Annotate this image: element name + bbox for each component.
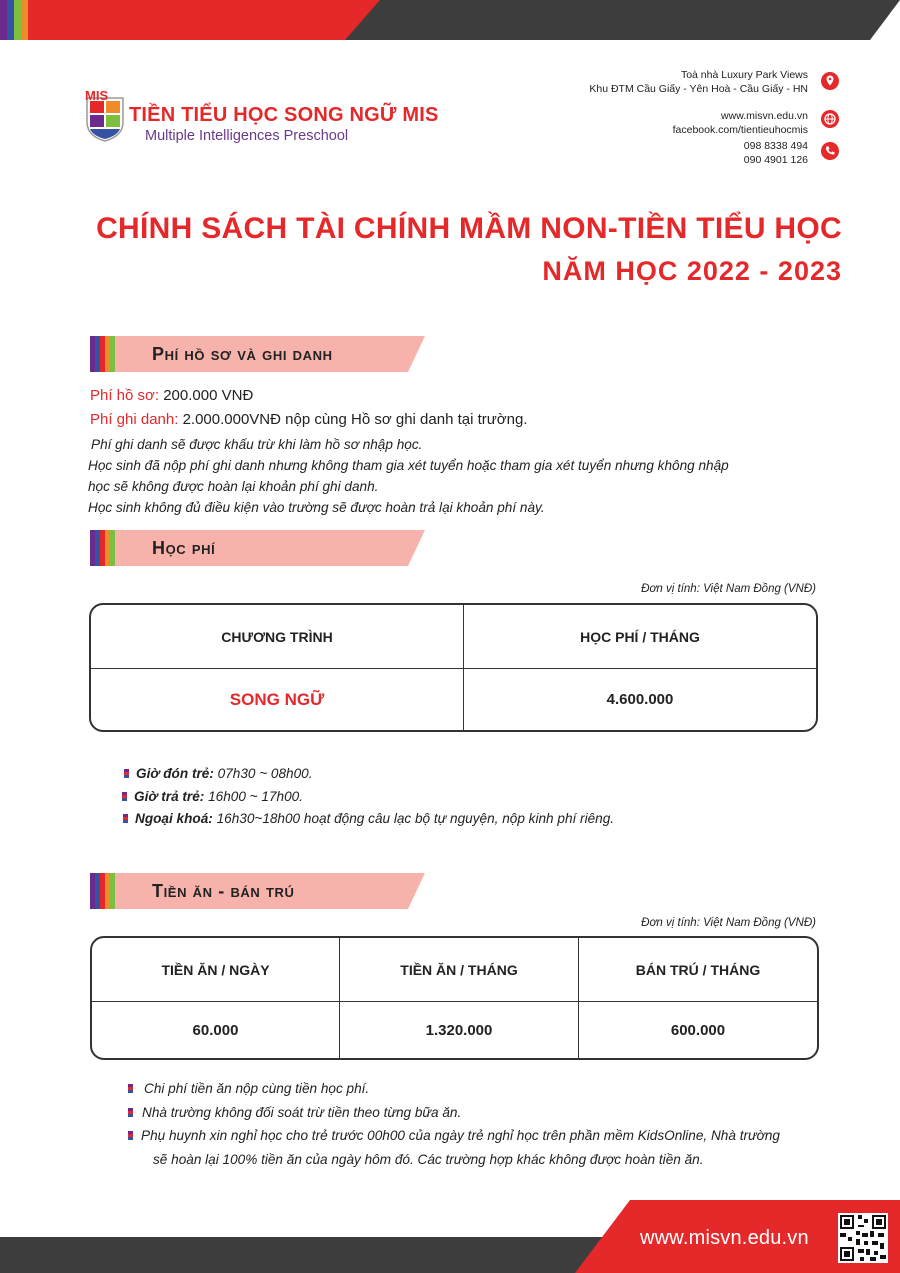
bullet-item-continued: sẽ hoàn lại 100% tiền ăn của ngày hôm đó. Các trường hợp khác không được hoàn tiền ăn. [153,1152,704,1167]
contact-web [673,109,808,137]
note-line: Phí ghi danh sẽ được khấu trừ khi làm hồ sơ nhập học. [91,437,423,452]
section-title: Tiền ăn - bán trú [152,881,295,901]
page-title: CHÍNH SÁCH TÀI CHÍNH MẦM NON-TIỀN TIỂU HỌC [96,212,842,245]
table-header-cell: CHƯƠNG TRÌNH [91,605,464,669]
bullet-item: Giờ đón trẻ: 07h30 ~ 08h00. [136,766,313,781]
phone-2: 090 4901 126 [743,154,808,166]
table-header-cell: TIỀN ĂN / THÁNG [340,938,579,1002]
footer-website-link[interactable]: www.misvn.edu.vn [640,1227,809,1249]
currency-unit: Đơn vị tính: Việt Nam Đồng (VNĐ) [641,583,816,595]
table-header-cell: TIỀN ĂN / NGÀY [92,938,340,1002]
school-logo [85,88,439,158]
fee-registration: Phí ghi danh: 2.000.000VNĐ nộp cùng Hồ sơ ghi danh tại trường. [90,411,528,428]
qr-code-icon[interactable] [838,1213,888,1263]
note-line: Học sinh không đủ điều kiện vào trường sẽ được hoàn trả lại khoản phí này. [88,500,545,515]
section-title: Học phí [152,538,216,558]
school-subtitle: Multiple Intelligences Preschool [145,128,349,144]
note-line: học sẽ không được hoàn lại khoản phí ghi danh. [88,479,379,494]
section-header-meals [90,873,425,909]
section-header-tuition [90,530,425,566]
table-row [92,1002,817,1058]
bullet-item: Ngoại khoá: 16h30~18h00 hoạt động câu lạc bộ tự nguyện, nộp kinh phí riêng. [135,811,614,826]
contact-phone [744,139,808,167]
table-cell-program: SONG NGỮ [91,669,464,730]
table-header-cell: BÁN TRÚ / THÁNG [579,938,817,1002]
website-link[interactable]: www.misvn.edu.vn [721,110,808,122]
contact-address: Toà nhà Luxury Park Views Khu ĐTM Cầu Giấy - Yên Hoà - Cầu Giấy - HN [589,69,808,95]
table-cell: 1.320.000 [340,1002,579,1058]
table-header-row [91,605,816,669]
section-header-fees [90,336,425,372]
table-cell: 600.000 [670,1021,726,1039]
bullet-item: Chi phí tiền ăn nộp cùng tiền học phí. [144,1081,369,1096]
table-cell: 60.000 [92,1002,340,1058]
currency-unit: Đơn vị tính: Việt Nam Đồng (VNĐ) [641,917,816,929]
phone-1: 098 8338 494 [743,140,808,152]
globe-icon [821,110,839,128]
facebook-link[interactable]: facebook.com/tientieuhocmis [672,124,808,136]
tuition-table [89,603,818,732]
table-row [91,669,816,730]
bullet-item: Giờ trả trẻ: 16h00 ~ 17h00. [134,789,303,804]
bullet-item: Phụ huynh xin nghỉ học cho trẻ trước 00h00 của ngày trẻ nghỉ học trên phần mềm KidsOnline, Nhà trường [141,1128,780,1143]
note-line: Học sinh đã nộp phí ghi danh nhưng không tham gia xét tuyển hoặc tham gia xét tuyển nhưng không nhập [88,458,729,473]
table-header-cell: HỌC PHÍ / THÁNG [464,605,816,669]
section-title: Phí hồ sơ và ghi danh [152,344,333,364]
location-icon [821,72,839,90]
phone-icon [821,142,839,160]
page-subtitle-year: NĂM HỌC 2022 - 2023 [542,256,842,286]
bullet-item: Nhà trường không đối soát trừ tiền theo từng bữa ăn. [142,1105,461,1120]
fee-application: Phí hồ sơ: 200.000 VNĐ [90,387,254,404]
school-name: TIỀN TIỂU HỌC SONG NGỮ MIS [129,104,439,126]
table-cell-fee: 4.600.000 [606,691,674,708]
top-decorative-band [0,0,900,40]
table-header-row [92,938,817,1002]
meals-table [90,936,819,1060]
logo-mis-text: MIS [85,88,109,103]
